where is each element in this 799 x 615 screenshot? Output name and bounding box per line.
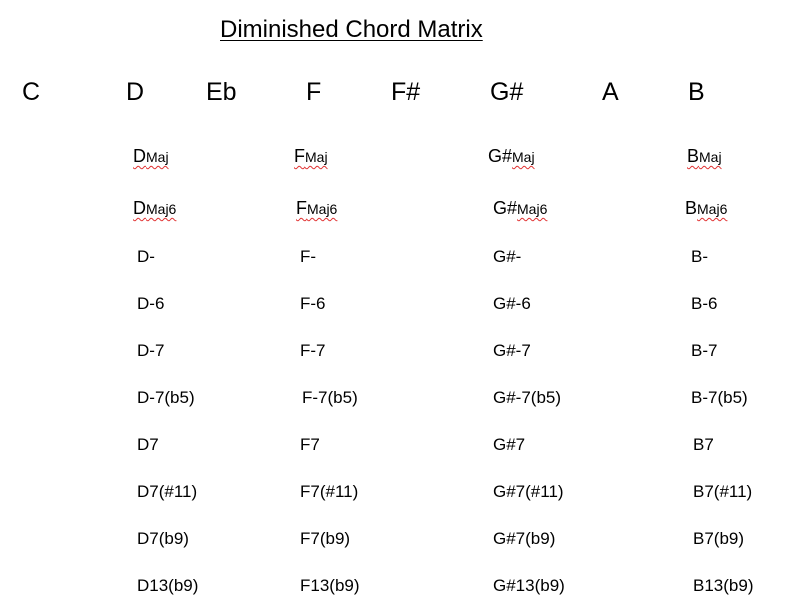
note-b: B bbox=[688, 78, 705, 106]
chord-suffix: Maj bbox=[512, 149, 535, 165]
chord-b-maj6 bbox=[685, 198, 727, 219]
chord-root: G# bbox=[488, 146, 513, 166]
chord-f-minor: F- bbox=[300, 247, 317, 266]
chord-suffix: Maj bbox=[146, 149, 169, 165]
chord-suffix: Maj6 bbox=[517, 201, 548, 217]
chord-g-sharp-minor7b5: G#-7(b5) bbox=[493, 388, 562, 407]
chord-g-sharp-13b9: G#13(b9) bbox=[493, 576, 565, 595]
chord-d-minor: D- bbox=[137, 247, 155, 266]
chord-g-sharp-dom7-sharp11: G#7(#11) bbox=[493, 482, 564, 501]
note-d: D bbox=[126, 78, 145, 106]
note-f: F bbox=[306, 78, 322, 106]
note-a: A bbox=[602, 78, 619, 106]
chord-b-dom7: B7 bbox=[693, 435, 714, 454]
chord-d-maj bbox=[133, 146, 169, 167]
chord-root: G# bbox=[493, 198, 518, 218]
chord-f-minor7: F-7 bbox=[300, 341, 326, 360]
chord-b-minor: B- bbox=[691, 247, 708, 266]
chord-f-maj bbox=[294, 146, 328, 167]
chord-f-dom7b9: F7(b9) bbox=[300, 529, 351, 548]
chord-b-minor6: B-6 bbox=[691, 294, 718, 313]
chord-f-maj6 bbox=[296, 198, 337, 219]
chord-b-minor7b5: B-7(b5) bbox=[691, 388, 748, 407]
chord-b-minor7: B-7 bbox=[691, 341, 718, 360]
chord-g-sharp-dom7b9: G#7(b9) bbox=[493, 529, 556, 548]
chord-b-dom7-sharp11: B7(#11) bbox=[693, 482, 753, 501]
note-g-sharp: G# bbox=[490, 78, 524, 106]
chord-d-minor7b5: D-7(b5) bbox=[137, 388, 195, 407]
chord-g-sharp-maj bbox=[488, 146, 535, 167]
chord-d-maj6 bbox=[133, 198, 176, 219]
chord-g-sharp-minor6: G#-6 bbox=[493, 294, 531, 313]
chord-f-minor6: F-6 bbox=[300, 294, 326, 313]
chord-suffix: Maj6 bbox=[697, 201, 728, 217]
chord-suffix: Maj bbox=[699, 149, 722, 165]
chord-f-dom7-sharp11: F7(#11) bbox=[300, 482, 359, 501]
note-c: C bbox=[22, 78, 41, 106]
chord-g-sharp-minor: G#- bbox=[493, 247, 522, 266]
chord-f-minor7b5: F-7(b5) bbox=[302, 388, 358, 407]
chord-d-minor7: D-7 bbox=[137, 341, 165, 360]
chord-d-dom7: D7 bbox=[137, 435, 159, 454]
chord-g-sharp-maj6 bbox=[493, 198, 547, 219]
chord-d-dom7-sharp11: D7(#11) bbox=[137, 482, 198, 501]
chord-root: F bbox=[294, 146, 305, 166]
chord-root: F bbox=[296, 198, 307, 218]
document-title: Diminished Chord Matrix bbox=[220, 16, 483, 43]
chord-root: B bbox=[685, 198, 698, 218]
chord-f-13b9: F13(b9) bbox=[300, 576, 360, 595]
chord-root: B bbox=[687, 146, 700, 166]
chord-b-maj bbox=[687, 146, 722, 167]
note-f-sharp: F# bbox=[391, 78, 421, 106]
chord-root: D bbox=[133, 198, 146, 218]
chord-d-13b9: D13(b9) bbox=[137, 576, 199, 595]
chord-f-dom7: F7 bbox=[300, 435, 320, 454]
chord-suffix: Maj6 bbox=[146, 201, 177, 217]
chord-b-13b9: B13(b9) bbox=[693, 576, 754, 595]
chord-suffix: Maj bbox=[305, 149, 328, 165]
chord-d-dom7b9: D7(b9) bbox=[137, 529, 189, 548]
chord-g-sharp-dom7: G#7 bbox=[493, 435, 526, 454]
chord-root: D bbox=[133, 146, 146, 166]
chord-suffix: Maj6 bbox=[307, 201, 338, 217]
chord-g-sharp-minor7: G#-7 bbox=[493, 341, 531, 360]
note-e-flat: Eb bbox=[206, 78, 237, 106]
chord-b-dom7b9: B7(b9) bbox=[693, 529, 745, 548]
chord-d-minor6: D-6 bbox=[137, 294, 165, 313]
